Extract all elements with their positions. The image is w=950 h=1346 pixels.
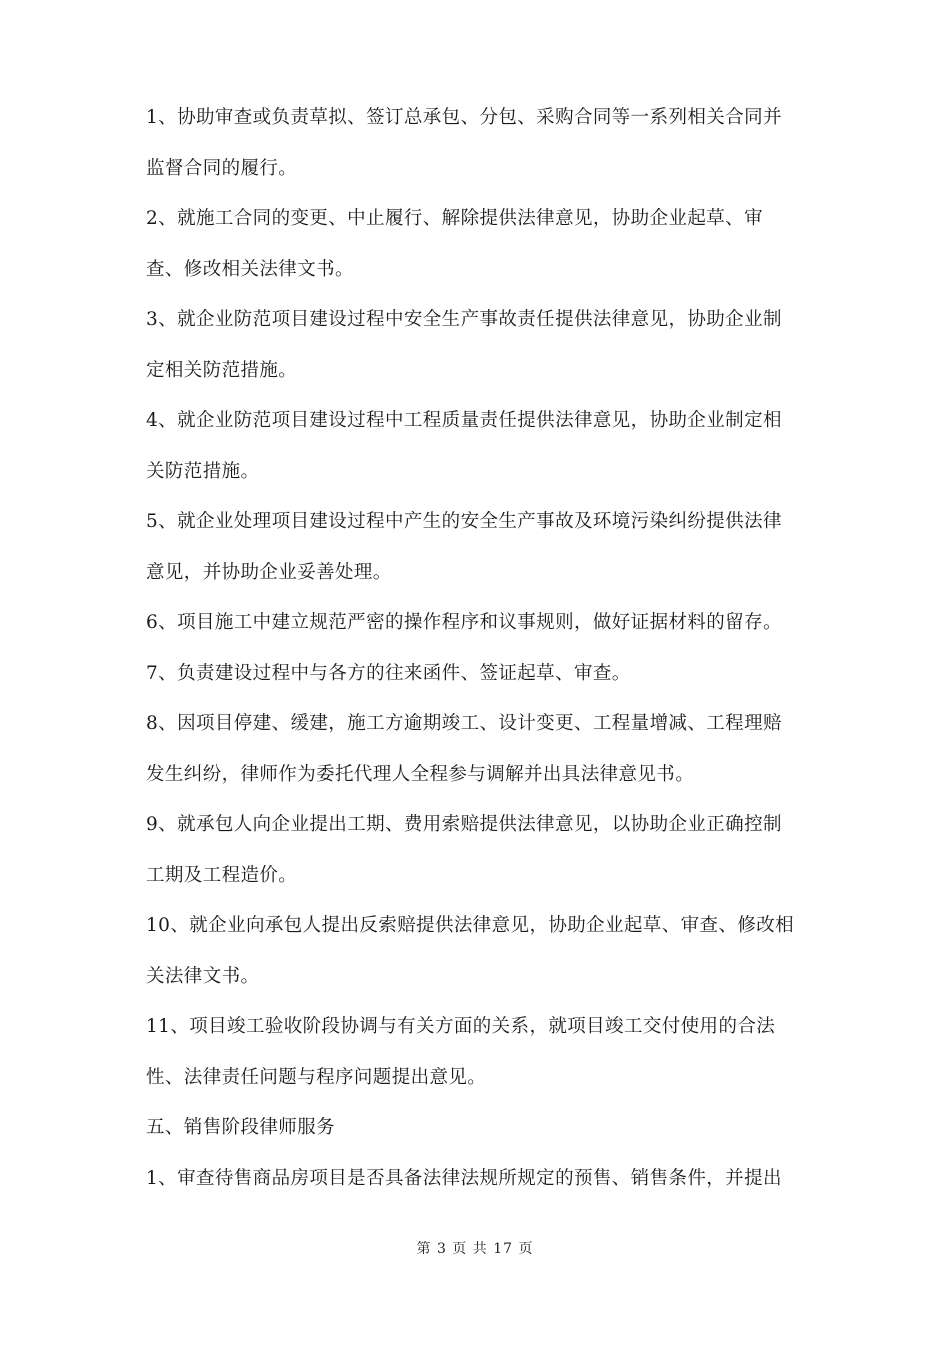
- text-line: 6、项目施工中建立规范严密的操作程序和议事规则，做好证据材料的留存。: [146, 612, 782, 633]
- text-line: 发生纠纷，律师作为委托代理人全程参与调解并出具法律意见书。: [146, 763, 695, 785]
- text-line: 9、就承包人向企业提出工期、费用索赔提供法律意见，以协助企业正确控制: [146, 814, 782, 835]
- text-line: 监督合同的履行。: [146, 157, 298, 179]
- text-line: 性、法律责任问题与程序问题提出意见。: [146, 1066, 487, 1088]
- text-line: 查、修改相关法律文书。: [146, 258, 354, 280]
- text-line: 11、项目竣工验收阶段协调与有关方面的关系，就项目竣工交付使用的合法: [146, 1016, 776, 1037]
- section-heading: 五、销售阶段律师服务: [146, 1117, 336, 1138]
- text-line: 4、就企业防范项目建设过程中工程质量责任提供法律意见，协助企业制定相: [146, 410, 782, 431]
- text-line: 1、审查待售商品房项目是否具备法律法规所规定的预售、销售条件，并提出: [146, 1167, 782, 1189]
- text-line: 7、负责建设过程中与各方的往来函件、签证起草、审查。: [146, 662, 631, 684]
- text-line: 2、就施工合同的变更、中止履行、解除提供法律意见，协助企业起草、审: [146, 208, 763, 229]
- text-line: 10、就企业向承包人提出反索赔提供法律意见，协助企业起草、审查、修改相: [146, 915, 795, 936]
- text-line: 8、因项目停建、缓建，施工方逾期竣工、设计变更、工程量增减、工程理赔: [146, 713, 782, 734]
- document-body: [146, 93, 806, 1204]
- text-line: 3、就企业防范项目建设过程中安全生产事故责任提供法律意见，协助企业制: [146, 309, 782, 330]
- text-line: 关防范措施。: [146, 460, 260, 482]
- text-line: 定相关防范措施。: [146, 359, 298, 381]
- text-line: 意见，并协助企业妥善处理。: [146, 561, 392, 583]
- text-line: 关法律文书。: [146, 965, 260, 987]
- text-line: 1、协助审查或负责草拟、签订总承包、分包、采购合同等一系列相关合同并: [146, 107, 782, 128]
- text-line: 工期及工程造价。: [146, 864, 298, 886]
- text-line: 5、就企业处理项目建设过程中产生的安全生产事故及环境污染纠纷提供法律: [146, 511, 782, 532]
- page-number-footer: 第 3 页 共 17 页: [416, 1241, 534, 1257]
